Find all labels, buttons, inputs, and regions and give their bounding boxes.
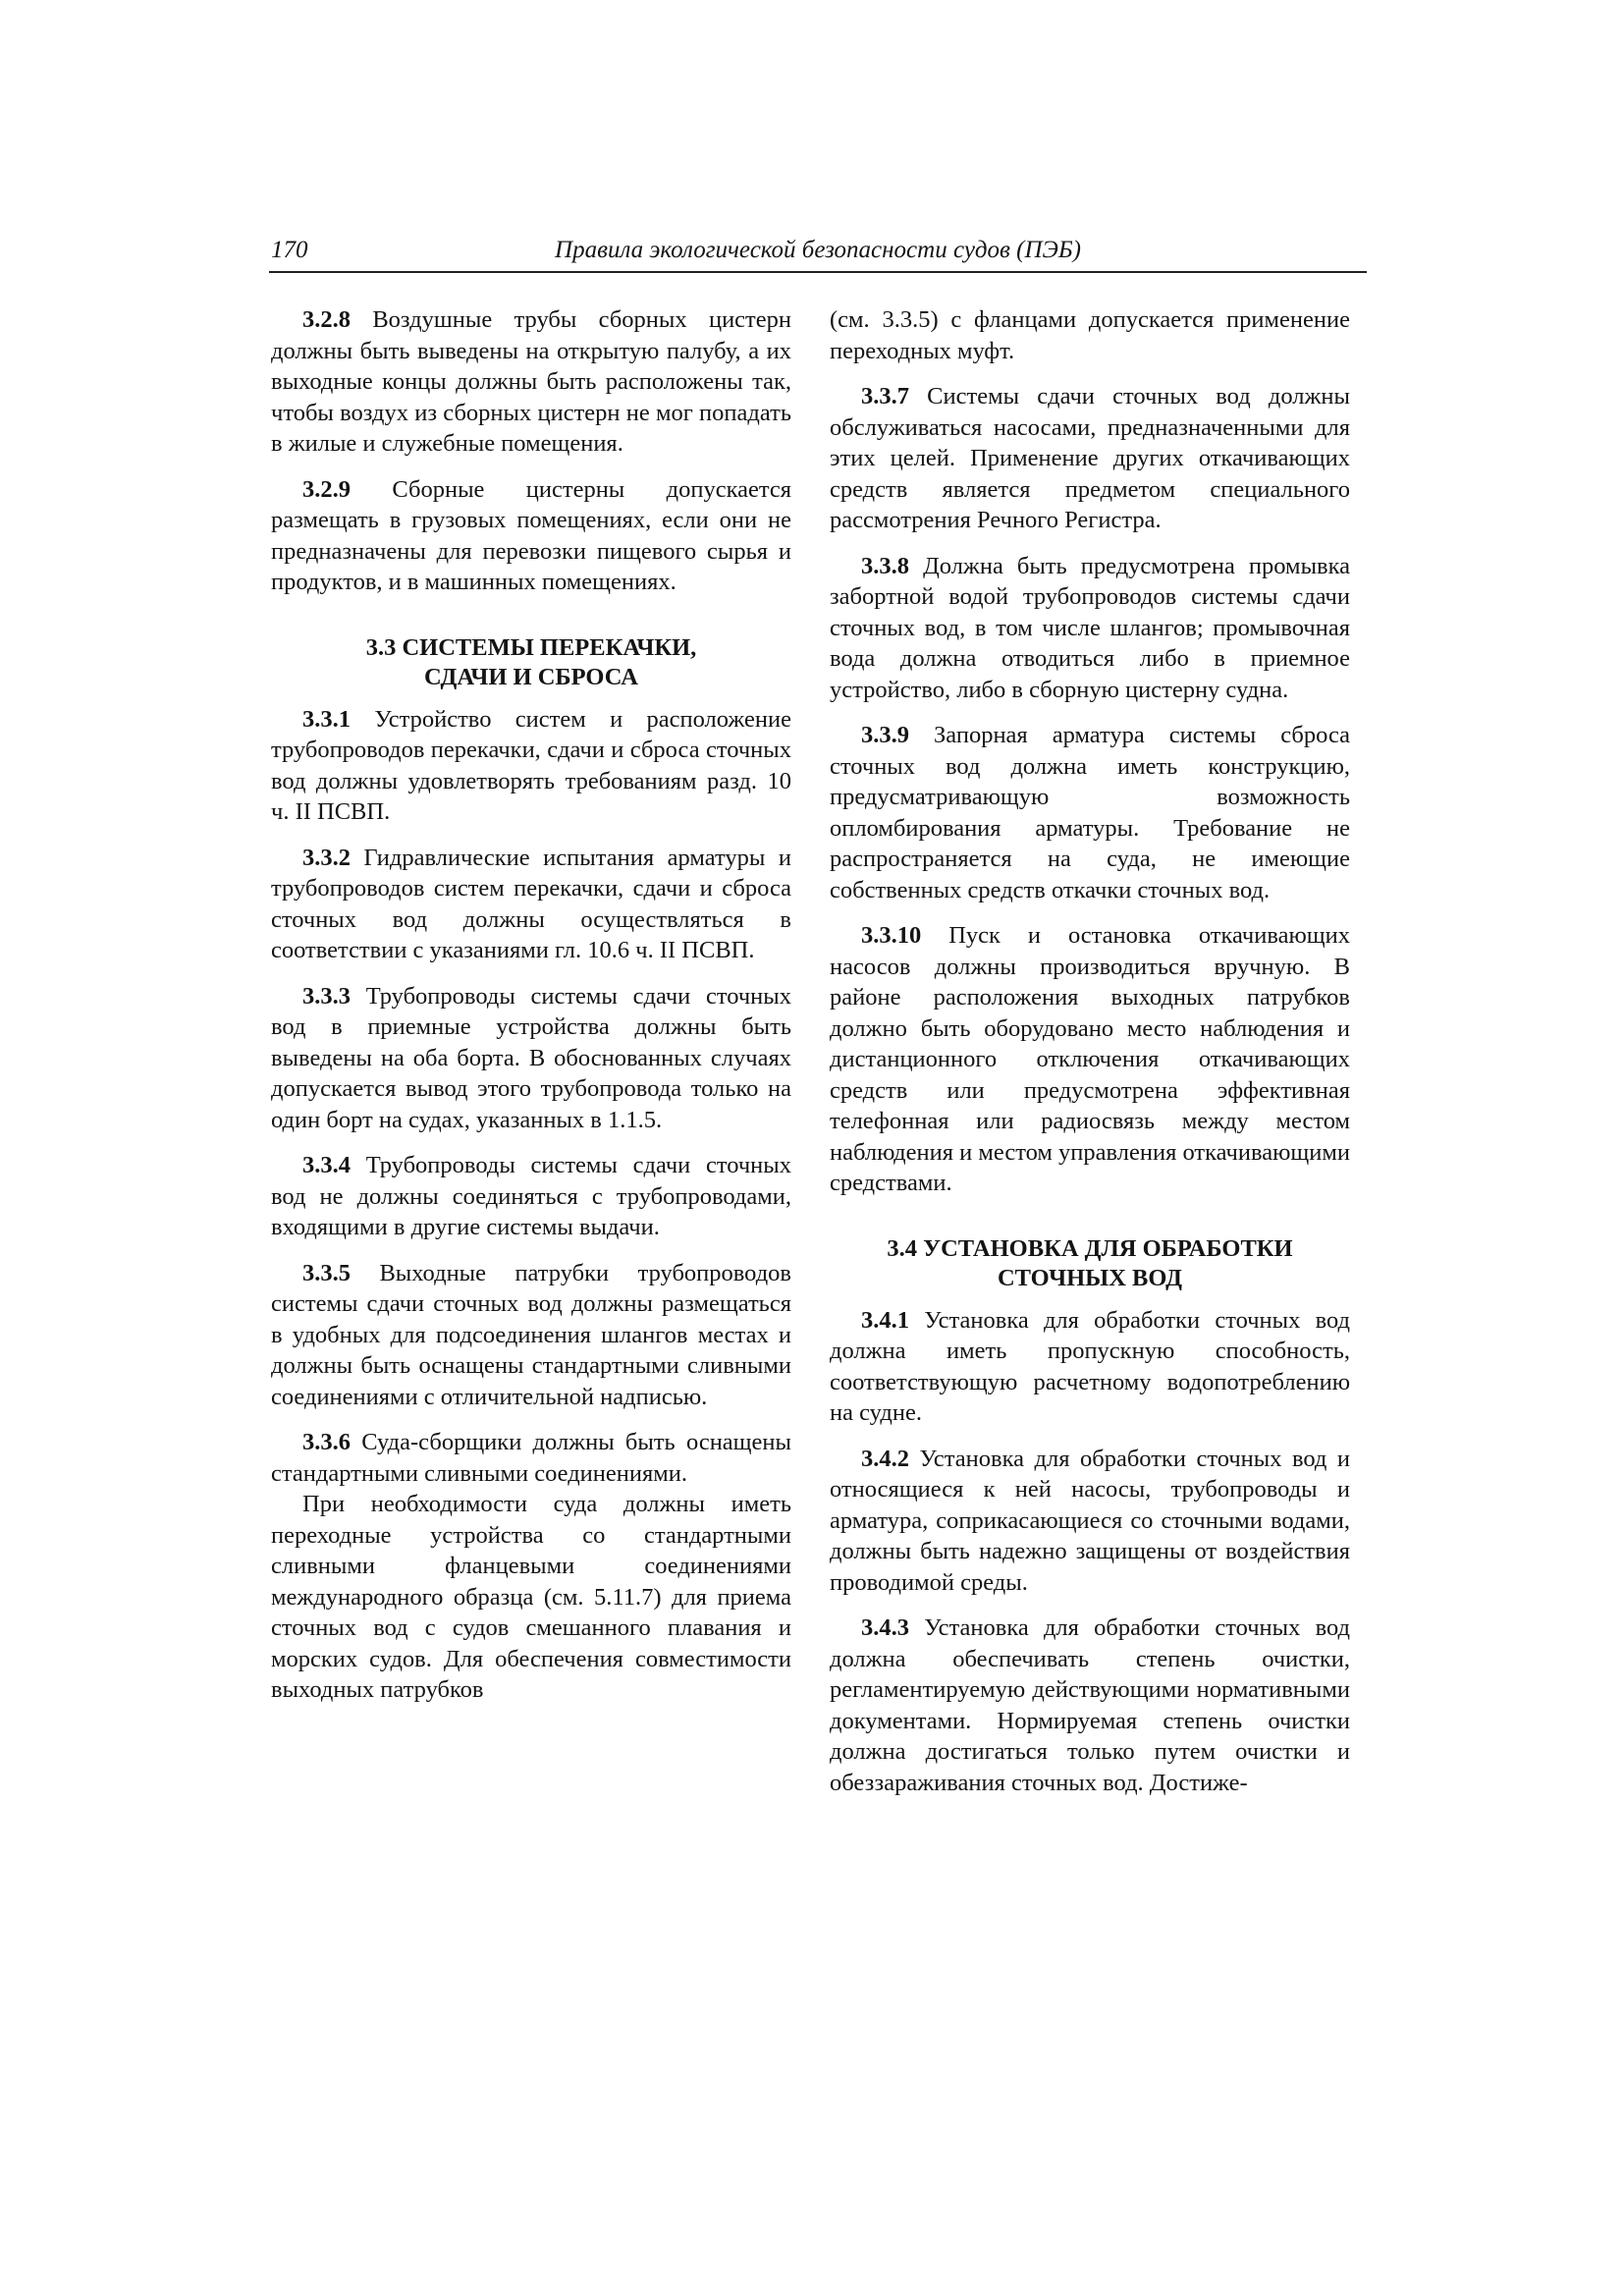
paragraph-3-3-2 (271, 843, 791, 966)
page-header (269, 236, 1367, 273)
clause-text: Должна быть предусмотрена промывка забортной водой трубопроводов системы сдачи сточных вод, в том числе шлангов; промывочная вода должна отводиться либо в приемное устройство, либо в сборную цистерну судна. (830, 552, 1350, 703)
clause-number: 3.2.9 (302, 475, 351, 503)
clause-number: 3.3.7 (861, 383, 909, 410)
clause-number: 3.2.8 (302, 306, 351, 333)
clause-text: Установка для обработки сточных вод и относящиеся к ней насосы, трубопроводы и арматура, соприкасающиеся со сточными водами, должны быть надежно защищены от воздействия проводимой среды. (830, 1445, 1350, 1596)
clause-number: 3.3.10 (861, 922, 922, 949)
paragraph-3-3-6 (271, 1427, 791, 1489)
clause-number: 3.3.5 (302, 1259, 351, 1286)
paragraph-3-4-2 (830, 1444, 1350, 1599)
clause-number: 3.3.3 (302, 982, 351, 1010)
left-column (271, 304, 791, 1721)
clause-text: Запорная арматура системы сброса сточных вод должна иметь конструкцию, предусматривающую возможность опломбирования арматуры. Требование не распространяется на суда, не имеющие собственных средств откачки сточных вод. (830, 722, 1350, 903)
paragraph-3-3-5 (271, 1258, 791, 1413)
clause-text: Установка для обработки сточных вод должна иметь пропускную способность, соответствующую расчетному водопотреблению на судне. (830, 1306, 1350, 1426)
clause-number: 3.3.2 (302, 844, 351, 871)
section-heading-line: СТОЧНЫХ ВОД (997, 1264, 1183, 1291)
clause-number: 3.4.2 (861, 1445, 909, 1472)
clause-text: Трубопроводы системы сдачи сточных вод не должны соединяться с трубопроводами, входящими в другие системы выдачи. (271, 1152, 791, 1240)
paragraph-3-4-3 (830, 1613, 1350, 1798)
clause-text: Установка для обработки сточных вод должна обеспечивать степень очистки, регламентируемую действующими нормативными документами. Нормируемая степень очистки должна достигаться только путем очистки и обеззараживания сточных вод. Достиже- (830, 1614, 1350, 1796)
section-heading-3-4 (830, 1234, 1350, 1293)
section-heading-3-3 (271, 633, 791, 692)
clause-text: Воздушные трубы сборных цистерн должны быть выведены на открытую палубу, а их выходные концы должны быть расположены так, чтобы воздух из сборных цистерн не мог попадать в жилые и служебные помещения. (271, 306, 791, 457)
paragraph-3-3-4 (271, 1150, 791, 1243)
paragraph-3-3-1 (271, 704, 791, 828)
section-heading-line: 3.3 СИСТЕМЫ ПЕРЕКАЧКИ, (365, 633, 697, 661)
paragraph-3-2-8 (271, 304, 791, 460)
paragraph-3-4-1 (830, 1305, 1350, 1429)
clause-number: 3.4.1 (861, 1306, 909, 1334)
paragraph-carry-over: (см. 3.3.5) с фланцами допускается применение переходных муфт. (830, 306, 1350, 364)
clause-number: 3.3.6 (302, 1429, 351, 1455)
clause-text: Суда-сборщики должны быть оснащены стандартными сливными соединениями. (271, 1429, 791, 1487)
clause-number: 3.3.9 (861, 722, 909, 748)
section-heading-line: 3.4 УСТАНОВКА ДЛЯ ОБРАБОТКИ (887, 1234, 1293, 1262)
clause-number: 3.3.8 (861, 552, 909, 579)
paragraph-3-3-10 (830, 920, 1350, 1199)
section-heading-line: СДАЧИ И СБРОСА (424, 663, 638, 690)
clause-number: 3.3.1 (302, 705, 351, 733)
paragraph-3-3-7 (830, 381, 1350, 536)
clause-text: Гидравлические испытания арматуры и трубопроводов систем перекачки, сдачи и сброса сточных вод должны осуществляться в соответствии с указаниями гл. 10.6 ч. II ПСВП. (271, 844, 791, 963)
clause-text: Выходные патрубки трубопроводов системы сдачи сточных вод должны размещаться в удобных для подсоединения шлангов местах и должны быть оснащены стандартными сливными соединениями с отличительной надписью. (271, 1259, 791, 1410)
clause-text: Устройство систем и расположение трубопроводов перекачки, сдачи и сброса сточных вод должны удовлетворять требованиям разд. 10 ч. II ПСВП. (271, 705, 791, 825)
right-column (830, 304, 1350, 1813)
clause-text: Трубопроводы системы сдачи сточных вод в приемные устройства должны быть выведены на оба борта. В обоснованных случаях допускается вывод этого трубопровода только на один борт на судах, указанных в 1.1.5. (271, 982, 791, 1133)
clause-text: Системы сдачи сточных вод должны обслуживаться насосами, предназначенными для этих целей. Применение других откачивающих средств является предметом специального рассмотрения Речного Регистра. (830, 383, 1350, 533)
clause-number: 3.4.3 (861, 1614, 909, 1641)
paragraph-3-3-8 (830, 551, 1350, 706)
page-number: 170 (271, 237, 308, 263)
running-title: Правила экологической безопасности судов (ПЭБ) (555, 237, 1081, 263)
paragraph-3-3-3 (271, 981, 791, 1136)
clause-number: 3.3.4 (302, 1152, 351, 1178)
paragraph-3-2-9 (271, 474, 791, 598)
paragraph-3-3-9 (830, 720, 1350, 905)
paragraph-3-3-6-continued: При необходимости суда должны иметь переходные устройства со стандартными сливными фланцевыми соединениями международного образца (см. 5.11.7) для приема сточных вод с судов смешанного плавания и морских судов. Для обеспечения совместимости выходных патрубков (271, 1491, 791, 1703)
clause-text: Сборные цистерны допускается размещать в грузовых помещениях, если они не предназначены для перевозки пищевого сырья и продуктов, и в машинных помещениях. (271, 475, 791, 595)
clause-text: Пуск и остановка откачивающих насосов должны производиться вручную. В районе расположения выходных патрубков должно быть оборудовано место наблюдения и дистанционного отключения откачивающих средств или предусмотрена эффективная телефонная или радиосвязь между местом наблюдения и местом управления откачивающими средствами. (830, 922, 1350, 1196)
